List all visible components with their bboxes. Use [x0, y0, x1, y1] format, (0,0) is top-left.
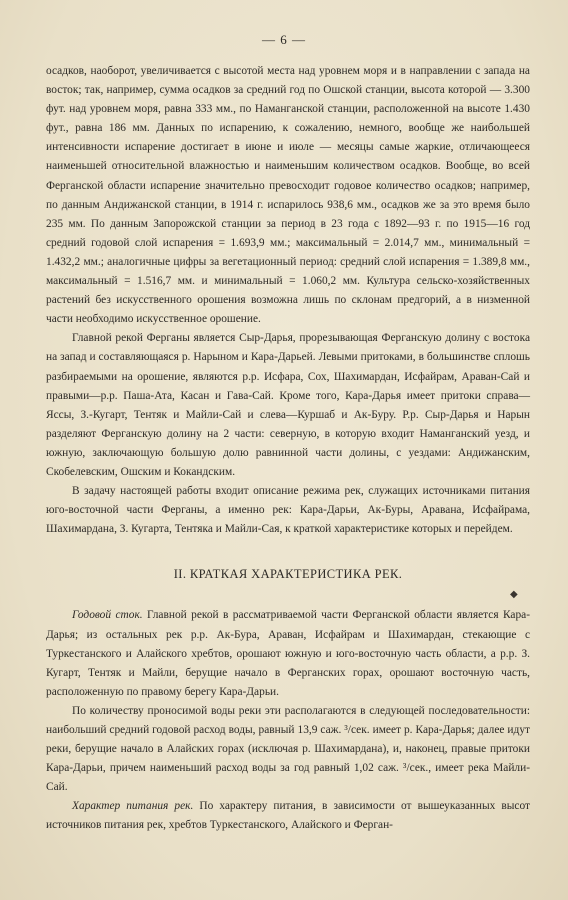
paragraph [46, 797, 530, 835]
paragraph: В задачу настоящей работы входит описание режима рек, служащих источниками питания юго-восточной части Ферганы, а именно рек: Кара-Дарьи, Ак-Буры, Аравана, Исфайрама, Шахимардана, З. Кугарта, Тентяка и Майли-Сая, к краткой характеристике которых и перейдем. [46, 485, 530, 536]
paragraph: осадков, наоборот, увеличивается с высотой места над уровнем моря и в направлении с запада на восток; так, например, сумма осадков за средний год по Ошской станции, высота которой — 3.300 фут. над уровнем моря, равна 333 мм., по Наманганской станции, расположенной на высоте 1.430 фут., равна 186 мм. Данных по испарению, к сожалению, немного, вообще же наибольшей интенсивности испарение достигает в июне и июле — месяцы самые жаркие, отличающееся наименьшей относительной влажностью и наименьшим количеством осадков. Вообще, во всей Ферганской области испарение значительно превосходит годовое количество осадков; например, по данным Андижанской станции, в 1914 г. испарилось 938,6 мм., осадков же за это время было 235 мм. По данным Запорожской станции за период в 23 года с 1892—93 г. по 1915—16 год средний годовой слой испарения = 1.693,9 мм.; максимальный = 2.014,7 мм., минимальный = 1.432,2 мм.; аналогичные цифры за вегетационный период: средний слой испарения = 1.389,8 мм., максимальный = 1.516,7 мм. и минимальный = 1.060,2 мм. Культура сельско-хозяйственных растений без искусственного орошения возможна лишь по склонам предгорий, а в низменной части необходимо искусственное орошение. [46, 65, 530, 326]
paragraph-text: Главной рекой в рассматриваемой части Ферганской области является Кара-Дарья; из остальных рек р.р. Ак-Бура, Араван, Исфайрам и Шахимардан, стекающие с Туркестанского и Алайского хребтов, орошают южную и юго-восточную часть области, а р.р. З. Кугарт, Тентяк и Майли, берущие начало в Ферганских горах, орошают восточную часть, расположенную по правому берегу Кара-Дарьи. [46, 609, 530, 698]
paragraph-text: По количеству проносимой воды реки эти располагаются в следующей последовательности: наибольший средний годовой расход воды, равный 13,9 саж. ³/сек. имеет р. Кара-Дарья; далее идут реки, берущие начало в Алайских горах (исключая р. Шахимардана), и, наконец, правые притоки Кара-Дарьи, причем наименьший расход воды за год равный 1,02 саж. ³/сек., имеет река Майли-Сай. [46, 704, 530, 794]
paragraph: Главной рекой Ферганы является Сыр-Дарья, прорезывающая Ферганскую долину с востока на запад и составляющаяся р. Нарыном и Кара-Дарьей. Левыми притоками, в большинстве сплошь разбираемыми на орошение, являются р.р. Исфара, Сох, Шахимардан, Исфайрам, Араван-Сай и правыми—р.р. Паша-Ата, Касан и Гава-Сай. Кроме того, Кара-Дарья имеет притоки справа—Яссы, З.-Кугарт, Тентяк и Майли-Сай и слева—Куршаб и Ак-Буру. Р.р. Сыр-Дарья и Нарын разделяют Ферганскую долину на 2 части: северную, в которую входит Наманганский уезд, и южную, заключающую большую долю равнинной части долины, с уездами: Андижанским, Скобелевским, Ошским и Кокандским. [46, 332, 530, 478]
paragraph-text: По характеру питания, в зависимости от вышеуказанных высот источников питания рек, хребтов Туркестанского, Алайского и Ферган- [46, 800, 530, 832]
paragraph-lead: Характер питания рек. [72, 800, 194, 813]
paragraph [46, 606, 530, 701]
paragraph [46, 702, 530, 797]
paragraph-lead: Годовой сток. [72, 609, 143, 622]
page-number: — 6 — [262, 32, 306, 47]
section-heading: II. КРАТКАЯ ХАРАКТЕРИСТИКА РЕК. [173, 567, 403, 582]
margin-mark: ◆ [510, 589, 518, 600]
body-text [46, 62, 530, 836]
